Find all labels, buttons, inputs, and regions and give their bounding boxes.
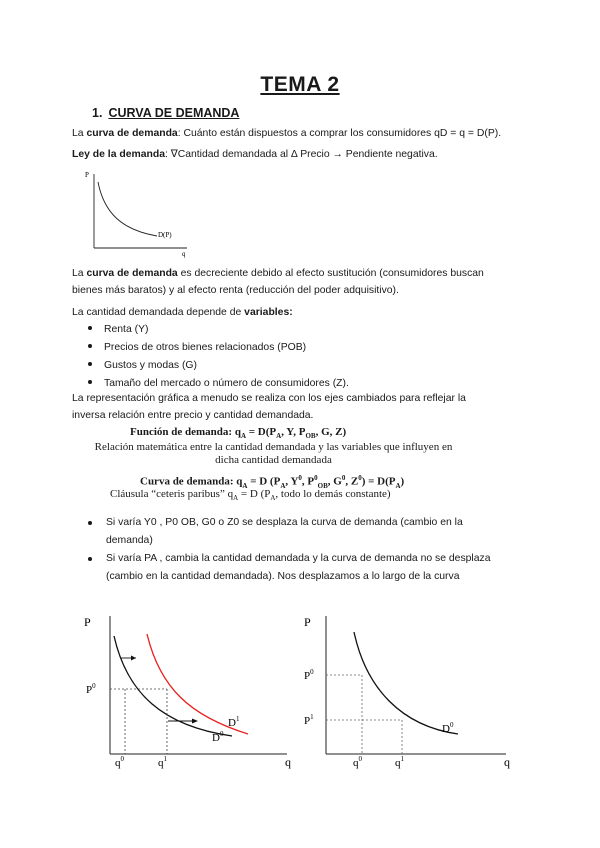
demand-function-formula: Función de demanda: $q_A = D(P_A$, Y, $P_{OB}$, G, Z) (130, 426, 347, 441)
q0-label: $q^0$ (353, 755, 362, 769)
arrow-head-icon (192, 719, 198, 724)
text: La cantidad demandada depende de (72, 307, 245, 318)
p0-label: $P^0$ (304, 668, 314, 682)
demand-curve-d0 (354, 632, 458, 734)
paragraph-effects (72, 265, 484, 299)
formula-label: Función de demanda: (130, 426, 235, 438)
list-item (88, 550, 546, 585)
list-item-text: Si varía Y0 , P0 OB, G0 o Z0 se desplaza la curva de demanda (cambio en la (106, 517, 463, 528)
x-axis-label: q (504, 755, 510, 769)
small-demand-chart (82, 168, 202, 260)
text: bienes más baratos) y al efecto renta (reducción del poder adquisitivo). (72, 285, 399, 296)
bullet-icon (88, 380, 92, 384)
list-item-text: Precios de otros bienes relacionados (POB) (104, 342, 307, 353)
curve-label: D(P) (158, 231, 172, 239)
list-item (88, 514, 546, 549)
text: La representación gráfica a menudo se realiza con los ejes cambiados para reflejar la (72, 393, 466, 404)
y-axis-label: P (304, 615, 311, 629)
bold-term: curva de demanda (86, 268, 178, 279)
bold-term: Ley de la demanda (72, 149, 165, 160)
section-heading (92, 106, 239, 120)
x-axis-label: q (182, 250, 186, 258)
demand-curve-formula: Curva de demanda: $q_A = D$ ($P_A$, $Y^0$, $P^0_{OB}$, $G^0$, $Z^0) = D(P_A)$ (140, 474, 405, 490)
ceteris-paribus-clause: Cláusula “ceteris paribus” $q_A = D$ ($P_A$, todo lo demás constante) (110, 488, 391, 503)
p0-label: $P^0$ (86, 682, 96, 696)
paragraph-representation (72, 390, 466, 424)
text: es decreciente debido al efecto sustitución (consumidores buscan (177, 268, 484, 279)
formula-desc: dicha cantidad demandada (215, 454, 332, 466)
list-item-text: (cambio en la cantidad demandada). Nos desplazamos a lo largo de la curva (106, 570, 460, 582)
shift-list (88, 514, 546, 586)
q1-label: $q^1$ (395, 755, 404, 769)
demand-curve (98, 182, 157, 236)
demand-shift-chart (72, 608, 312, 778)
bullet-icon (88, 557, 92, 561)
p1-label: $P^1$ (304, 713, 314, 727)
list-item-text: Si varía PA , cambia la cantidad demandada y la curva de demanda no se desplaza (106, 553, 491, 564)
demand-movement-chart (296, 608, 526, 778)
formula-desc: Relación matemática entre la cantidad demandada y las variables que influyen en (94, 441, 453, 453)
formula-label: Curva de demanda: (140, 475, 237, 488)
section-number: 1. (92, 106, 103, 120)
bullet-icon (88, 362, 92, 366)
x-axis-label: q (285, 755, 291, 769)
y-axis-label: P (84, 615, 91, 629)
demand-function-description (76, 441, 471, 467)
d1-label: $D^1$ (228, 715, 240, 729)
bold-term: variables: (244, 307, 293, 318)
list-item (88, 339, 349, 357)
y-axis-label: P (85, 171, 89, 179)
paragraph-variables (72, 304, 293, 321)
text: : ∇Cantidad demandada al Δ Precio → Pendiente negativa. (164, 149, 438, 160)
q0-label: $q^0$ (115, 755, 124, 769)
bullet-icon (88, 521, 92, 525)
variables-list (88, 321, 349, 393)
bold-term: curva de demanda (86, 128, 178, 139)
bullet-icon (88, 326, 92, 330)
paragraph-law (72, 146, 438, 163)
paragraph-definition (72, 125, 501, 142)
text: inversa relación entre precio y cantidad demandada. (72, 410, 314, 421)
text: : Cuánto están dispuestos a comprar los consumidores qD = q = D(P). (177, 128, 502, 139)
section-title: CURVA DE DEMANDA (108, 106, 240, 120)
page-title: TEMA 2 (260, 73, 340, 96)
bullet-icon (88, 344, 92, 348)
arrow-head-icon (131, 656, 136, 661)
text: La (72, 128, 87, 139)
list-item (88, 357, 349, 375)
list-item-text: Renta (Y) (104, 324, 149, 335)
list-item-text: demanda) (106, 534, 153, 546)
q1-label: $q^1$ (158, 755, 167, 769)
text: La (72, 268, 87, 279)
list-item (88, 321, 349, 339)
list-item-text: Gustos y modas (G) (104, 360, 197, 371)
d0-label: $D^0$ (442, 721, 454, 735)
list-item-text: Tamaño del mercado o número de consumidores (Z). (104, 378, 349, 389)
d0-label: $D^0$ (212, 730, 224, 744)
